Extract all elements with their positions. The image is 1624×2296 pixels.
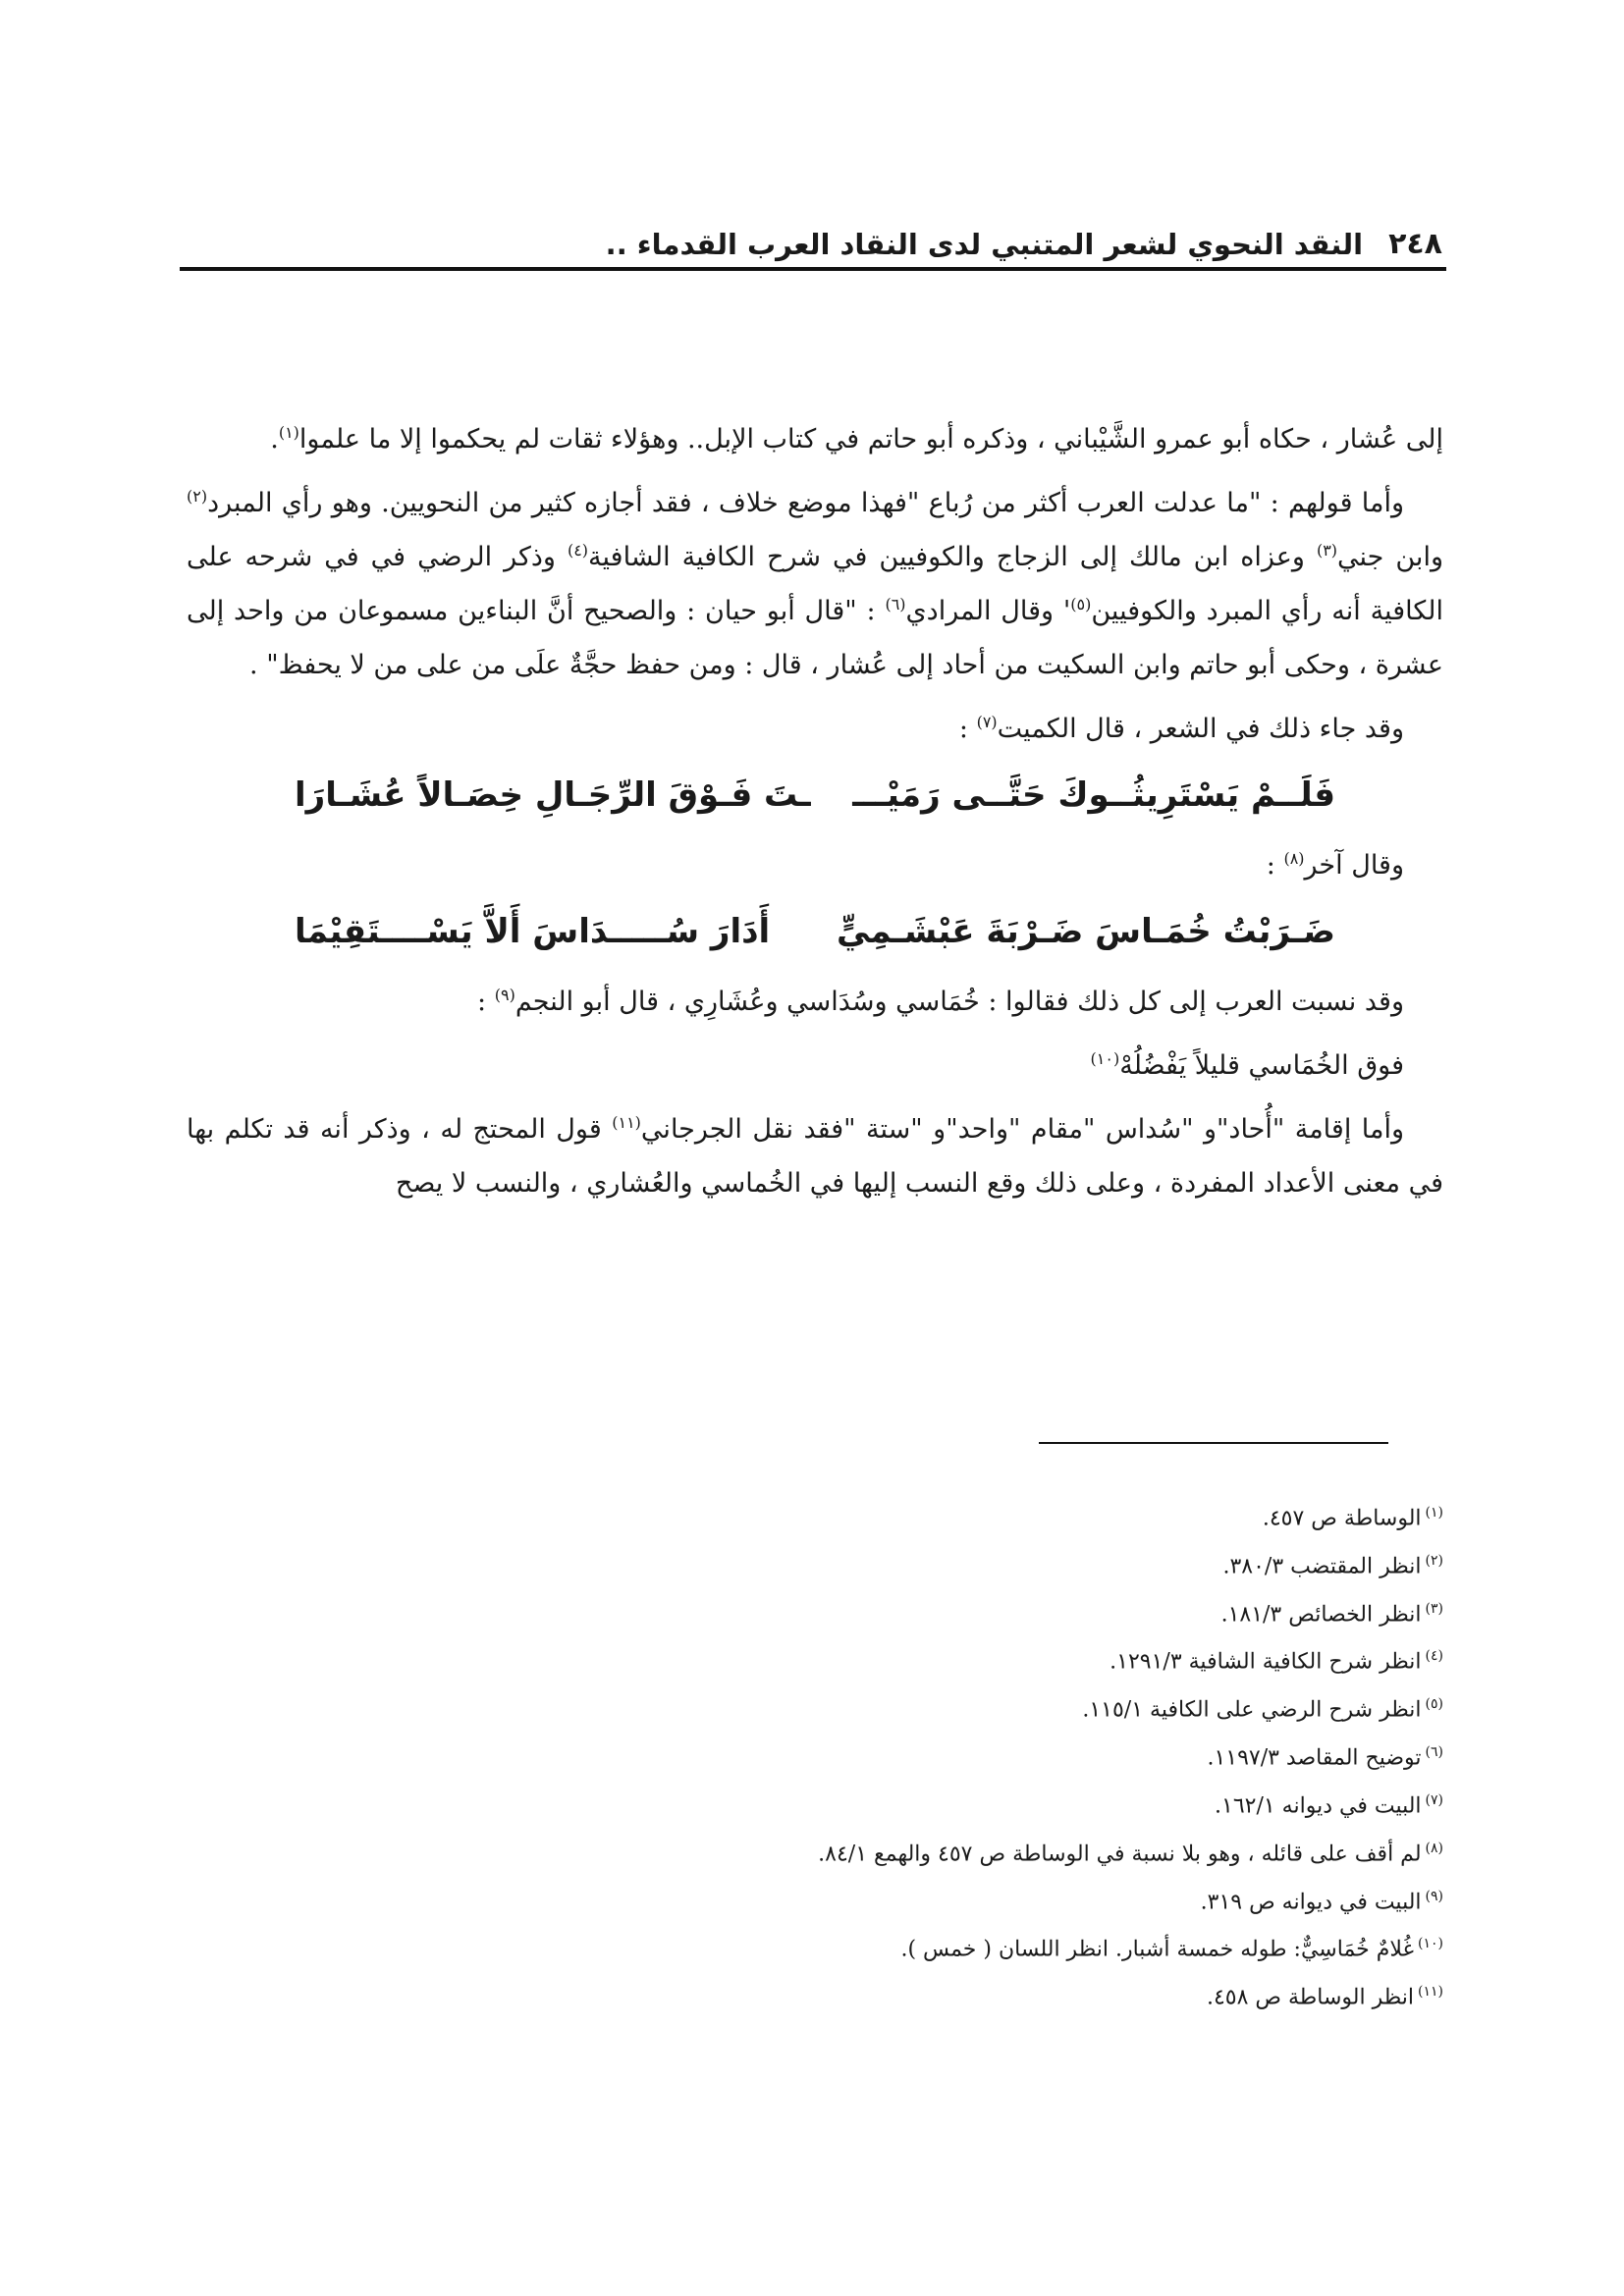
footnote-4 <box>589 1635 1443 1683</box>
paragraph-6-text: فوق الخُمَاسي قليلاً يَفْضُلُهْ <box>1119 1050 1404 1081</box>
footnote-11 <box>589 1971 1443 2019</box>
footnote-mark: (٢) <box>1425 1552 1443 1569</box>
footnote-ref-2: (٢) <box>187 487 208 506</box>
footnote-ref-9: (٩) <box>494 986 515 1004</box>
paragraph-2-part-f: : "قال أبو حيان : والصحيح أنَّ البناءين مسموعان من واحد إلى عشرة ، وحكى أبو حاتم وابن السكيت من أحاد إلى عُشار ، قال : ومن حفظ حجَّةٌ علَى من على من لا يحفظ" . <box>187 596 1443 680</box>
footnote-text: غُلامٌ خُمَاسِيٌّ: طوله خمسة أشبار. انظر اللسان ( خمس ). <box>900 1937 1415 1962</box>
footnote-1 <box>589 1492 1443 1540</box>
footnote-text: لم أقف على قائله ، وهو بلا نسبة في الوساطة ص ٤٥٧ والهمع ٨٤/١. <box>818 1842 1422 1867</box>
paragraph-2-part-a: وأما قولهم : "ما عدلت العرب أكثر من رُباع "فهذا موضع خلاف ، فقد أجازه كثير من النحويين. وهو رأي المبرد <box>207 488 1404 518</box>
paragraph-4-text: وقال آخر <box>1304 850 1404 881</box>
paragraph-2-part-b: وابن جني <box>1337 542 1443 572</box>
footnote-ref-10: (١٠) <box>1090 1049 1120 1068</box>
paragraph-4-end: : <box>1266 850 1284 881</box>
footnote-mark: (٧) <box>1425 1791 1443 1808</box>
paragraph-1-text: إلى عُشار ، حكاه أبو عمرو الشَّيْباني ، وذكره أبو حاتم في كتاب الإبل.. وهؤلاء ثقات لم يحكموا إلا ما علموا <box>298 424 1443 454</box>
footnote-text: انظر شرح الكافية الشافية ١٢٩١/٣. <box>1110 1649 1422 1675</box>
paragraph-5-end: : <box>477 987 495 1017</box>
paragraph-2-part-d: وذكر الرضي في في شرحه على الكافية أنه رأي المبرد والكوفيين <box>187 542 1443 626</box>
footnote-5 <box>589 1683 1443 1732</box>
footnote-8 <box>589 1828 1443 1876</box>
verse-2 <box>295 902 1335 961</box>
footnote-separator <box>1039 1442 1388 1444</box>
footnote-ref-3: (٣) <box>1316 541 1338 560</box>
footnote-text: انظر المقتضب ٣٨٠/٣. <box>1222 1554 1422 1579</box>
page-number: ٢٤٨ <box>1388 227 1442 261</box>
footnote-7 <box>589 1780 1443 1828</box>
footnote-2 <box>589 1540 1443 1588</box>
paragraph-5 <box>187 975 1443 1029</box>
footnote-mark: (٦) <box>1425 1744 1443 1761</box>
footnote-mark: (١٠) <box>1418 1936 1443 1952</box>
footnote-mark: (٤) <box>1425 1648 1443 1665</box>
paragraph-7-part-a: وأما إقامة "أُحاد"و "سُداس "مقام "واحد"و "ستة "فقد نقل الجرجاني <box>640 1114 1404 1145</box>
verse-2-second-hemistich: أَدَارَ سُـــــدَاسَ أَلاَّ يَسْــــتَقِيْمَا <box>295 912 771 951</box>
paragraph-3-end: : <box>958 714 977 744</box>
footnote-ref-7: (٧) <box>976 713 998 731</box>
footnote-text: انظر الخصائص ١٨١/٣. <box>1220 1601 1422 1627</box>
footnote-text: انظر الوساطة ص ٤٥٨. <box>1206 1985 1415 2010</box>
footnote-mark: (٨) <box>1425 1840 1443 1856</box>
footnote-9 <box>589 1876 1443 1924</box>
body-text <box>187 412 1443 1220</box>
paragraph-2 <box>187 476 1443 692</box>
footnote-ref-1: (١) <box>278 423 299 442</box>
footnote-6 <box>589 1732 1443 1780</box>
paragraph-1-end: . <box>270 424 279 454</box>
verse-1-first-hemistich: فَلَــمْ يَسْتَرِيثُــوكَ حَتَّــى رَمَيْـــ <box>852 775 1335 815</box>
footnote-10 <box>589 1923 1443 1971</box>
footnote-mark: (١١) <box>1418 1984 1443 2001</box>
footnote-mark: (٣) <box>1425 1600 1443 1617</box>
paragraph-4 <box>187 838 1443 892</box>
verse-1-second-hemistich: ـتَ فَـوْقَ الرِّجَـالِ خِصَـالاً عُشَـارَا <box>295 775 811 815</box>
footnote-text: توضيح المقاصد ١١٩٧/٣. <box>1207 1745 1422 1771</box>
running-header <box>180 214 1446 271</box>
paragraph-2-part-e: ' وقال المرادي <box>905 596 1071 626</box>
footnote-ref-11: (١١) <box>612 1113 641 1132</box>
verse-2-first-hemistich: ضَـرَبْتُ خُمَـاسَ ضَـرْبَةَ عَبْشَـمِيٍّ <box>836 912 1335 951</box>
footnotes-list <box>589 1492 1443 2019</box>
footnote-ref-4: (٤) <box>567 541 589 560</box>
paragraph-3 <box>187 702 1443 756</box>
footnote-text: انظر شرح الرضي على الكافية ١١٥/١. <box>1082 1697 1422 1723</box>
footnote-text: الوساطة ص ٤٥٧. <box>1262 1506 1422 1531</box>
paragraph-7 <box>187 1102 1443 1210</box>
paragraph-1 <box>187 412 1443 466</box>
paragraph-2-part-c: وعزاه ابن مالك إلى الزجاج والكوفيين في شرح الكافية الشافية <box>588 542 1317 572</box>
footnote-text: البيت في ديوانه ص ٣١٩. <box>1200 1889 1422 1914</box>
footnote-text: البيت في ديوانه ١٦٢/١. <box>1215 1793 1422 1819</box>
paragraph-6 <box>187 1039 1443 1093</box>
header-title: النقد النحوي لشعر المتنبي لدى النقاد العرب القدماء .. <box>605 228 1364 261</box>
paragraph-3-text: وقد جاء ذلك في الشعر ، قال الكميت <box>997 714 1404 744</box>
footnote-3 <box>589 1588 1443 1636</box>
footnote-mark: (١) <box>1425 1505 1443 1521</box>
footnote-ref-6: (٦) <box>885 595 906 614</box>
footnote-ref-5: (٥) <box>1070 595 1092 614</box>
verse-1 <box>295 766 1335 825</box>
footnote-mark: (٩) <box>1425 1888 1443 1904</box>
footnote-ref-8: (٨) <box>1283 849 1305 868</box>
paragraph-7-part-b: قول المحتج له ، وذكر أنه قد تكلم بها في معنى الأعداد المفردة ، وعلى ذلك وقع النسب إليها في الخُماسي والعُشاري ، والنسب لا يصح <box>187 1114 1443 1199</box>
footnote-mark: (٥) <box>1425 1696 1443 1713</box>
paragraph-5-text: وقد نسبت العرب إلى كل ذلك فقالوا : خُمَاسي وسُدَاسي وعُشَارِي ، قال أبو النجم <box>514 987 1404 1017</box>
